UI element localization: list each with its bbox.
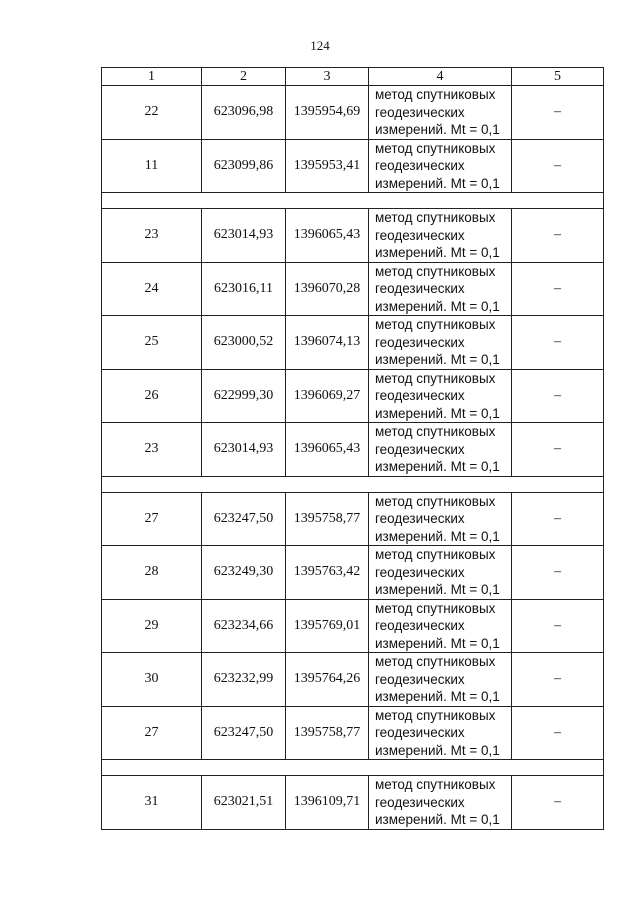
y-coordinate-cell: 1396065,43 bbox=[286, 423, 369, 477]
note-cell: – bbox=[512, 776, 604, 830]
table-row bbox=[102, 546, 604, 600]
method-cell bbox=[369, 776, 512, 830]
method-line: геодезических bbox=[375, 725, 465, 740]
x-coordinate-cell: 623000,52 bbox=[202, 316, 286, 370]
method-line: метод спутниковых bbox=[375, 707, 496, 723]
table-row bbox=[102, 706, 604, 760]
method-line: геодезических bbox=[375, 104, 465, 120]
method-line: измерений. Mt = 0,1 bbox=[375, 459, 500, 474]
method-line: метод спутниковых bbox=[375, 140, 496, 156]
method-line: измерений. Mt = 0,1 bbox=[375, 175, 500, 191]
point-number-cell: 23 bbox=[102, 209, 202, 263]
group-separator-cell bbox=[102, 193, 604, 209]
note-cell: – bbox=[512, 423, 604, 477]
method-line: измерений. Mt = 0,1 bbox=[375, 582, 500, 597]
table-row bbox=[102, 492, 604, 546]
table-row bbox=[102, 139, 604, 193]
method-line: метод спутниковых bbox=[375, 654, 496, 669]
x-coordinate-cell: 623247,50 bbox=[202, 492, 286, 546]
method-line: метод спутниковых bbox=[375, 210, 496, 225]
group-separator-cell bbox=[102, 476, 604, 492]
point-number-cell: 25 bbox=[102, 316, 202, 370]
table-row bbox=[102, 86, 604, 140]
method-line: метод спутниковых bbox=[375, 547, 496, 562]
y-coordinate-cell: 1396109,71 bbox=[286, 776, 369, 830]
method-cell bbox=[369, 139, 512, 193]
method-cell bbox=[369, 706, 512, 760]
x-coordinate-cell: 623232,99 bbox=[202, 653, 286, 707]
method-line: измерений. Mt = 0,1 bbox=[375, 635, 500, 651]
y-coordinate-cell: 1395763,42 bbox=[286, 546, 369, 600]
note-cell: – bbox=[512, 316, 604, 370]
note-cell: – bbox=[512, 599, 604, 653]
method-line: измерений. Mt = 0,1 bbox=[375, 812, 500, 827]
note-cell: – bbox=[512, 262, 604, 316]
y-coordinate-cell: 1395954,69 bbox=[286, 86, 369, 140]
table-row bbox=[102, 653, 604, 707]
method-line: геодезических bbox=[375, 388, 465, 403]
y-coordinate-cell: 1396065,43 bbox=[286, 209, 369, 263]
header-col-4: 4 bbox=[369, 68, 512, 86]
note-cell: – bbox=[512, 369, 604, 423]
x-coordinate-cell: 623249,30 bbox=[202, 546, 286, 600]
group-separator-row bbox=[102, 193, 604, 209]
coordinates-table bbox=[101, 67, 604, 830]
method-line: метод спутниковых bbox=[375, 317, 496, 332]
method-line: геодезических bbox=[375, 281, 465, 296]
x-coordinate-cell: 622999,30 bbox=[202, 369, 286, 423]
method-line: метод спутниковых bbox=[375, 263, 496, 279]
point-number-cell: 27 bbox=[102, 492, 202, 546]
method-cell bbox=[369, 86, 512, 140]
y-coordinate-cell: 1395758,77 bbox=[286, 492, 369, 546]
table-body bbox=[102, 86, 604, 830]
method-line: метод спутниковых bbox=[375, 87, 496, 102]
x-coordinate-cell: 623099,86 bbox=[202, 139, 286, 193]
group-separator-row bbox=[102, 476, 604, 492]
y-coordinate-cell: 1396070,28 bbox=[286, 262, 369, 316]
point-number-cell: 29 bbox=[102, 599, 202, 653]
x-coordinate-cell: 623014,93 bbox=[202, 423, 286, 477]
method-line: геодезических bbox=[375, 618, 465, 633]
y-coordinate-cell: 1395953,41 bbox=[286, 139, 369, 193]
method-line: метод спутниковых bbox=[375, 493, 496, 509]
method-line: геодезических bbox=[375, 227, 465, 243]
point-number-cell: 24 bbox=[102, 262, 202, 316]
y-coordinate-cell: 1396069,27 bbox=[286, 369, 369, 423]
table-row bbox=[102, 776, 604, 830]
table-row bbox=[102, 369, 604, 423]
y-coordinate-cell: 1396074,13 bbox=[286, 316, 369, 370]
y-coordinate-cell: 1395769,01 bbox=[286, 599, 369, 653]
method-line: геодезических bbox=[375, 441, 465, 457]
point-number-cell: 31 bbox=[102, 776, 202, 830]
note-cell: – bbox=[512, 546, 604, 600]
note-cell: – bbox=[512, 653, 604, 707]
table-row bbox=[102, 423, 604, 477]
x-coordinate-cell: 623247,50 bbox=[202, 706, 286, 760]
method-line: геодезических bbox=[375, 794, 465, 810]
method-line: метод спутниковых bbox=[375, 370, 496, 386]
method-line: измерений. Mt = 0,1 bbox=[375, 122, 500, 137]
header-col-1: 1 bbox=[102, 68, 202, 86]
method-line: измерений. Mt = 0,1 bbox=[375, 405, 500, 421]
method-line: геодезических bbox=[375, 158, 465, 173]
note-cell: – bbox=[512, 209, 604, 263]
method-cell bbox=[369, 316, 512, 370]
method-line: метод спутниковых bbox=[375, 600, 496, 616]
method-cell bbox=[369, 546, 512, 600]
header-col-3: 3 bbox=[286, 68, 369, 86]
y-coordinate-cell: 1395758,77 bbox=[286, 706, 369, 760]
method-line: измерений. Mt = 0,1 bbox=[375, 742, 500, 758]
point-number-cell: 30 bbox=[102, 653, 202, 707]
page-number: 124 bbox=[310, 38, 330, 53]
x-coordinate-cell: 623234,66 bbox=[202, 599, 286, 653]
method-line: измерений. Mt = 0,1 bbox=[375, 689, 500, 704]
table-row bbox=[102, 209, 604, 263]
method-cell bbox=[369, 653, 512, 707]
note-cell: – bbox=[512, 706, 604, 760]
method-cell bbox=[369, 209, 512, 263]
y-coordinate-cell: 1395764,26 bbox=[286, 653, 369, 707]
method-line: измерений. Mt = 0,1 bbox=[375, 245, 500, 260]
method-cell bbox=[369, 492, 512, 546]
x-coordinate-cell: 623016,11 bbox=[202, 262, 286, 316]
method-cell bbox=[369, 599, 512, 653]
x-coordinate-cell: 623021,51 bbox=[202, 776, 286, 830]
method-cell bbox=[369, 369, 512, 423]
method-line: геодезических bbox=[375, 671, 465, 687]
group-separator-row bbox=[102, 760, 604, 776]
method-line: метод спутниковых bbox=[375, 777, 496, 792]
point-number-cell: 26 bbox=[102, 369, 202, 423]
note-cell: – bbox=[512, 86, 604, 140]
x-coordinate-cell: 623096,98 bbox=[202, 86, 286, 140]
method-line: измерений. Mt = 0,1 bbox=[375, 352, 500, 367]
method-line: измерений. Mt = 0,1 bbox=[375, 298, 500, 314]
method-line: измерений. Mt = 0,1 bbox=[375, 528, 500, 544]
header-col-5: 5 bbox=[512, 68, 604, 86]
method-line: геодезических bbox=[375, 511, 465, 526]
table-header-row bbox=[102, 68, 604, 86]
note-cell: – bbox=[512, 139, 604, 193]
header-col-2: 2 bbox=[202, 68, 286, 86]
method-line: метод спутниковых bbox=[375, 424, 496, 439]
table-row bbox=[102, 599, 604, 653]
group-separator-cell bbox=[102, 760, 604, 776]
method-line: геодезических bbox=[375, 334, 465, 350]
point-number-cell: 22 bbox=[102, 86, 202, 140]
method-cell bbox=[369, 262, 512, 316]
point-number-cell: 23 bbox=[102, 423, 202, 477]
method-cell bbox=[369, 423, 512, 477]
table-row bbox=[102, 316, 604, 370]
x-coordinate-cell: 623014,93 bbox=[202, 209, 286, 263]
point-number-cell: 11 bbox=[102, 139, 202, 193]
method-line: геодезических bbox=[375, 564, 465, 580]
table-row bbox=[102, 262, 604, 316]
note-cell: – bbox=[512, 492, 604, 546]
point-number-cell: 27 bbox=[102, 706, 202, 760]
point-number-cell: 28 bbox=[102, 546, 202, 600]
